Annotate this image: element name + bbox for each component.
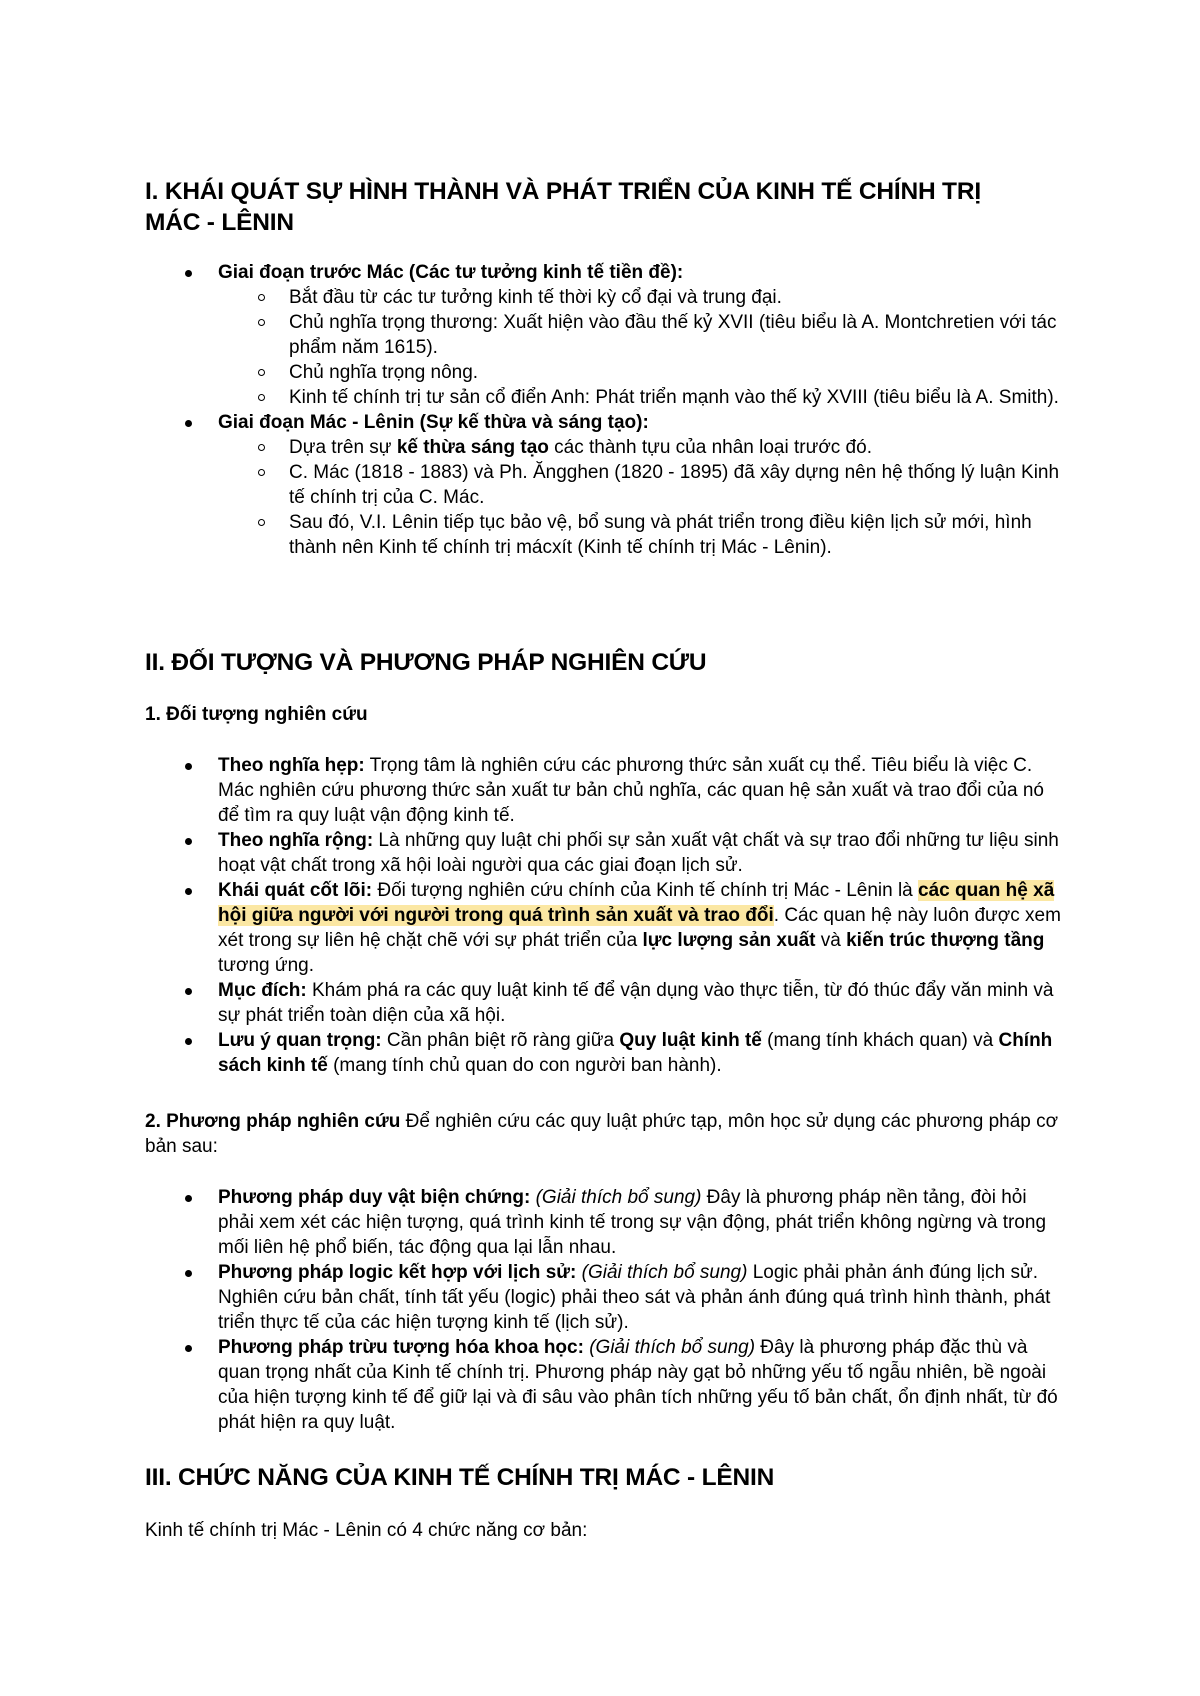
note-text: (mang tính khách quan) và bbox=[761, 1030, 999, 1051]
section-1-heading bbox=[145, 176, 1065, 238]
list-item-narrow bbox=[145, 753, 1065, 828]
method-note: (Giải thích bổ sung) bbox=[589, 1337, 756, 1358]
method-note: (Giải thích bổ sung) bbox=[535, 1187, 702, 1208]
stage-1-subitem: Kinh tế chính trị tư sản cổ điển Anh: Phát triển mạnh vào thế kỷ XVIII (tiêu biểu là A. Smith). bbox=[146, 385, 1065, 410]
broad-label: Theo nghĩa rộng: bbox=[218, 830, 374, 851]
method-label: Phương pháp trừu tượng hóa khoa học: bbox=[218, 1337, 584, 1358]
note-bold: Quy luật kinh tế bbox=[619, 1030, 762, 1051]
stage-1-subitem: Chủ nghĩa trọng nông. bbox=[146, 360, 1065, 385]
subsection-1-heading: 1. Đối tượng nghiên cứu bbox=[145, 704, 368, 725]
section-1-heading-line-1: I. KHÁI QUÁT SỰ HÌNH THÀNH VÀ PHÁT TRIỂN CỦA KINH TẾ CHÍNH TRỊ bbox=[145, 178, 981, 205]
stage-2-item bbox=[145, 410, 1065, 560]
method-item bbox=[145, 1185, 1065, 1260]
core-bold: kiến trúc thượng tầng bbox=[846, 930, 1045, 951]
subsection-2-heading: 2. Phương pháp nghiên cứu bbox=[145, 1111, 401, 1132]
methods-list bbox=[145, 1185, 1065, 1435]
broad-text: Là những quy luật chi phối sự sản xuất vật chất và sự trao đổi những tư liệu sinh hoạt vật chất trong xã hội loài người qua các giai đoạn lịch sử. bbox=[218, 830, 1059, 876]
method-label: Phương pháp duy vật biện chứng: bbox=[218, 1187, 531, 1208]
section-3-intro: Kinh tế chính trị Mác - Lênin có 4 chức năng cơ bản: bbox=[145, 1520, 588, 1541]
stage-2-subitem-bold: kế thừa sáng tạo bbox=[396, 437, 549, 458]
list-item-purpose bbox=[145, 978, 1065, 1028]
stage-2-subitem-text: Dựa trên sự bbox=[289, 437, 397, 458]
stage-2-sublist bbox=[218, 435, 1065, 560]
section-1-heading-line-2: MÁC - LÊNIN bbox=[145, 209, 294, 236]
method-text: Đây là phương pháp đặc thù và quan trọng nhất của Kinh tế chính trị. Phương pháp này gạt bỏ những yếu tố ngẫu nhiên, bề ngoài của hiện tượng kinh tế để giữ lại và đi sâu vào phân tích những yếu tố bản chất, ổn định nhất, từ đó phát hiện ra quy luật. bbox=[218, 1337, 1058, 1433]
subsection-2-intro bbox=[145, 1109, 1065, 1159]
method-text: Đây là phương pháp nền tảng, đòi hỏi phải xem xét các hiện tượng, quá trình kinh tế trong sự vận động, phát triển không ngừng và trong mối liên hệ phổ biến, tác động qua lại lẫn nhau. bbox=[218, 1187, 1047, 1258]
core-label: Khái quát cốt lõi: bbox=[218, 880, 373, 901]
note-text: Cần phân biệt rõ ràng giữa bbox=[381, 1030, 620, 1051]
list-item-note bbox=[145, 1028, 1065, 1078]
method-label: Phương pháp logic kết hợp với lịch sử: bbox=[218, 1262, 577, 1283]
stage-1-title: Giai đoạn trước Mác (Các tư tưởng kinh tế tiền đề): bbox=[218, 262, 684, 283]
stage-1-item bbox=[145, 260, 1065, 410]
core-text: Đối tượng nghiên cứu chính của Kinh tế chính trị Mác - Lênin là bbox=[372, 880, 919, 901]
method-text: Logic phải phản ánh đúng lịch sử. Nghiên cứu bản chất, tính tất yếu (logic) phải theo sát và phản ánh đúng quá trình hình thành, phát triển thực tế của các hiện tượng kinh tế (lịch sử). bbox=[218, 1262, 1051, 1333]
core-bold: lực lượng sản xuất bbox=[642, 930, 816, 951]
note-bold: Chính sách kinh tế bbox=[218, 1030, 1053, 1076]
purpose-label: Mục đích: bbox=[218, 980, 307, 1001]
section-1-list bbox=[145, 260, 1065, 560]
stage-2-subitem: C. Mác (1818 - 1883) và Ph. Ăngghen (1820 - 1895) đã xây dựng nên hệ thống lý luận Kinh tế chính trị của C. Mác. bbox=[146, 460, 1065, 510]
narrow-text: Trọng tâm là nghiên cứu các phương thức sản xuất cụ thể. Tiêu biểu là việc C. Mác nghiên cứu phương thức sản xuất tư bản chủ nghĩa, các quan hệ sản xuất và trao đổi của nó để tìm ra quy luật vận động kinh tế. bbox=[218, 755, 1044, 826]
object-list bbox=[145, 753, 1065, 1078]
section-3-heading: III. CHỨC NĂNG CỦA KINH TẾ CHÍNH TRỊ MÁC - LÊNIN bbox=[145, 1464, 775, 1491]
method-item bbox=[145, 1260, 1065, 1335]
section-2-heading: II. ĐỐI TƯỢNG VÀ PHƯƠNG PHÁP NGHIÊN CỨU bbox=[145, 649, 707, 676]
subsection-2-intro-text: Để nghiên cứu các quy luật phức tạp, môn học sử dụng các phương pháp cơ bản sau: bbox=[145, 1111, 1059, 1157]
stage-1-subitem: Chủ nghĩa trọng thương: Xuất hiện vào đầu thế kỷ XVII (tiêu biểu là A. Montchretien với tác phẩm năm 1615). bbox=[146, 310, 1065, 360]
core-text: . Các quan hệ này luôn được xem xét trong sự liên hệ chặt chẽ với sự phát triển của bbox=[218, 905, 1061, 951]
stage-2-subitem: Sau đó, V.I. Lênin tiếp tục bảo vệ, bổ sung và phát triển trong điều kiện lịch sử mới, hình thành nên Kinh tế chính trị mácxít (Kinh tế chính trị Mác - Lênin). bbox=[146, 510, 1065, 560]
narrow-label: Theo nghĩa hẹp: bbox=[218, 755, 365, 776]
stage-1-sublist bbox=[218, 285, 1065, 410]
core-text: tương ứng. bbox=[218, 955, 315, 976]
stage-2-subitem bbox=[146, 435, 1065, 460]
note-text: (mang tính chủ quan do con người ban hành). bbox=[327, 1055, 722, 1076]
stage-2-title: Giai đoạn Mác - Lênin (Sự kế thừa và sáng tạo): bbox=[218, 412, 649, 433]
core-highlight: các quan hệ xã hội giữa người với người trong quá trình sản xuất và trao đổi bbox=[218, 880, 1055, 926]
stage-2-subitem-text: các thành tựu của nhân loại trước đó. bbox=[548, 437, 872, 458]
list-item-broad bbox=[145, 828, 1065, 878]
core-text: và bbox=[815, 930, 847, 951]
method-item bbox=[145, 1335, 1065, 1435]
stage-1-subitem: Bắt đầu từ các tư tưởng kinh tế thời kỳ cổ đại và trung đại. bbox=[146, 285, 1065, 310]
note-label: Lưu ý quan trọng: bbox=[218, 1030, 382, 1051]
list-item-core bbox=[145, 878, 1065, 978]
purpose-text: Khám phá ra các quy luật kinh tế để vận dụng vào thực tiễn, từ đó thúc đẩy văn minh và sự phát triển toàn diện của xã hội. bbox=[218, 980, 1054, 1026]
method-note: (Giải thích bổ sung) bbox=[581, 1262, 748, 1283]
